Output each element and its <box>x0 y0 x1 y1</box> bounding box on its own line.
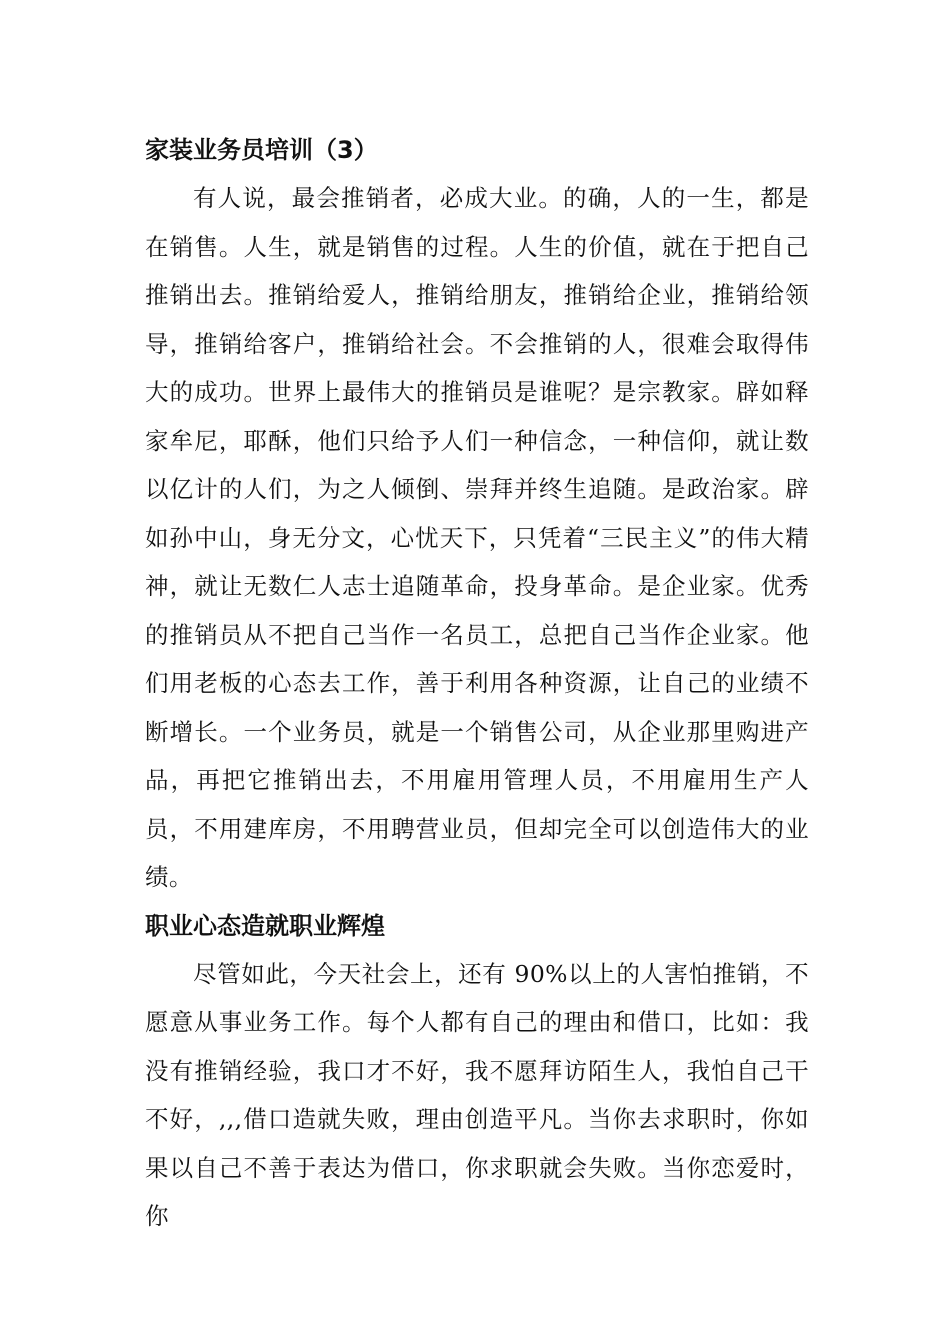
paragraph-intro: 有人说，最会推销者，必成大业。的确，人的一生，都是在销售。人生，就是销售的过程。人生的价值，就在于把自己推销出去。推销给爱人，推销给朋友，推销给企业，推销给领导，推销给客户，推销给社会。不会推销的人，很难会取得伟大的成功。世界上最伟大的推销员是谁呢？是宗教家。辟如释家牟尼，耶酥，他们只给予人们一种信念，一种信仰，就让数以亿计的人们，为之人倾倒、崇拜并终生追随。是政治家。辟如孙中山，身无分文，心忧天下，只凭着“三民主义”的伟大精神，就让无数仁人志士追随革命，投身革命。是企业家。优秀的推销员从不把自己当作一名员工，总把自己当作企业家。他们用老板的心态去工作，善于利用各种资源，让自己的业绩不断增长。一个业务员，就是一个销售公司，从企业那里购进产品，再把它推销出去，不用雇用管理人员，不用雇用生产人员，不用建库房，不用聘营业员，但却完全可以创造伟大的业绩。 <box>145 184 809 891</box>
section-heading: 职业心态造就职业辉煌 <box>145 911 385 940</box>
paragraph-section: 尽管如此，今天社会上，还有 90%以上的人害怕推销，不愿意从事业务工作。每个人都有自己的理由和借口，比如：我没有推销经验，我口才不好，我不愿拜访陌生人，我怕自己干不好，,,,借口造就失败，理由创造平凡。当你去求职时，你如果以自己不善于表达为借口，你求职就会失败。当你恋爱时，你 <box>145 959 809 1230</box>
document-body <box>145 126 809 1241</box>
document-title: 家装业务员培训（3） <box>145 136 378 164</box>
